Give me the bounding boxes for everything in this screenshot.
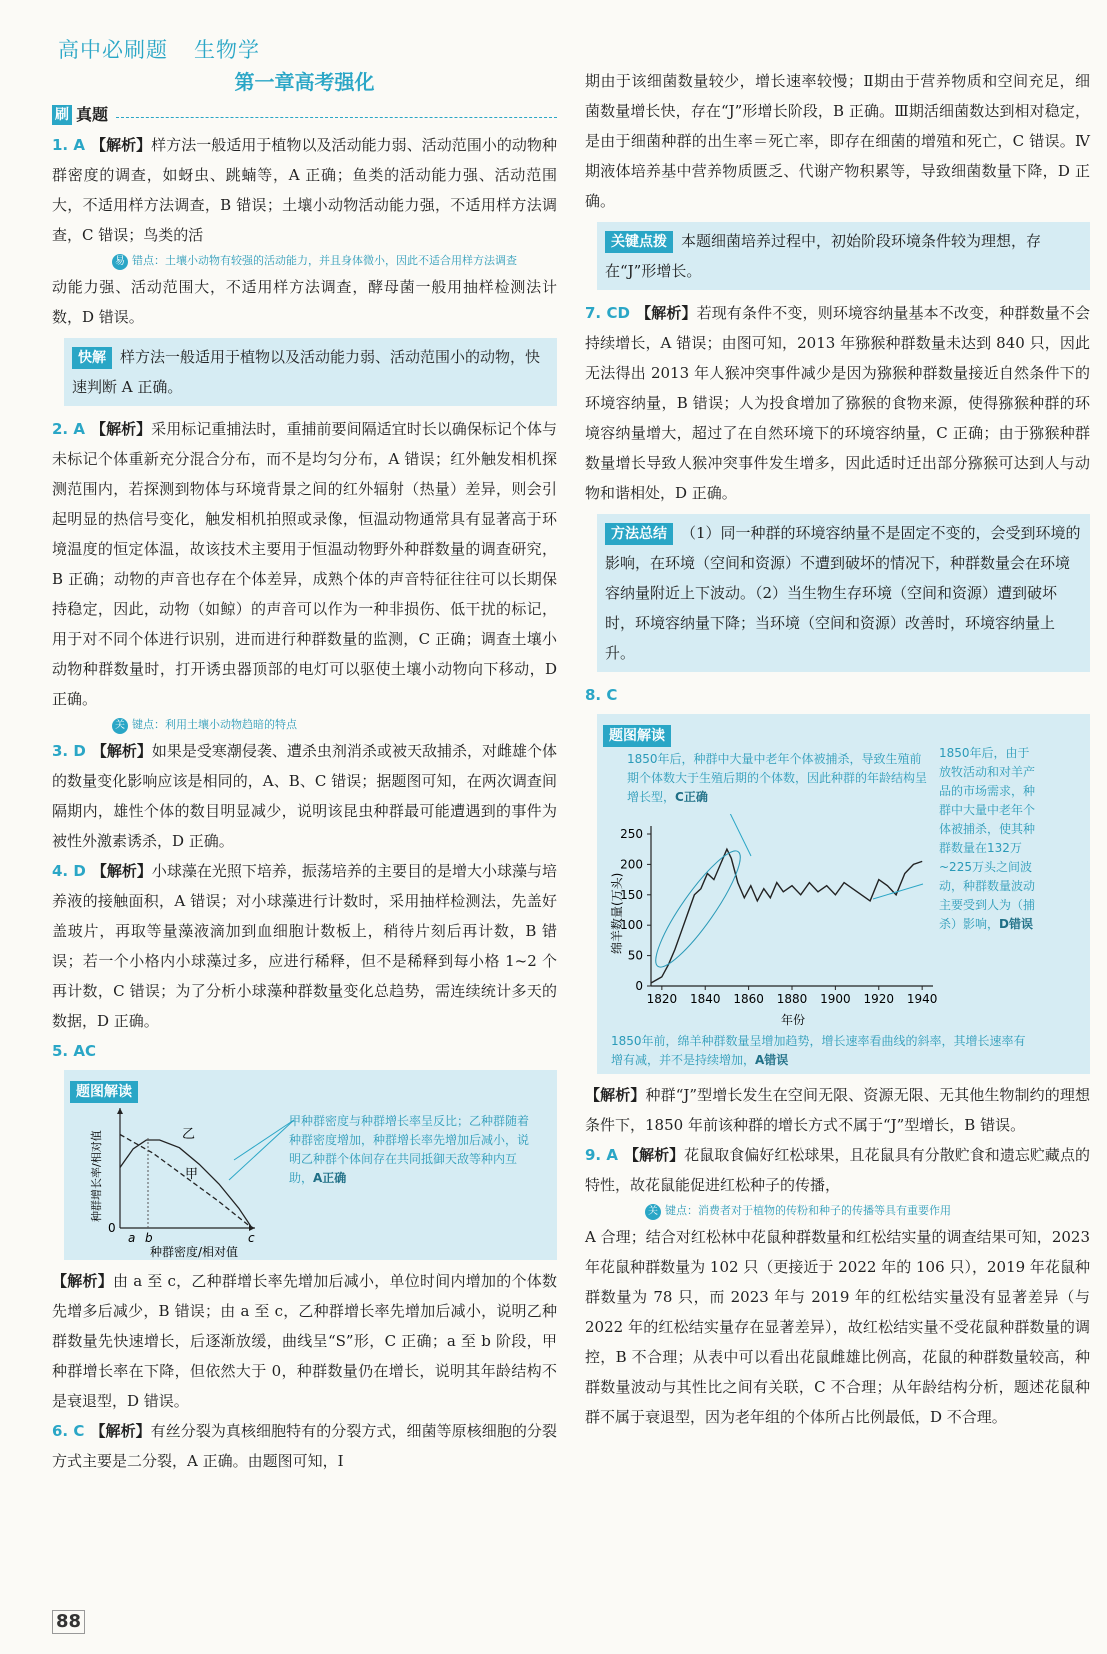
question-2 [52, 414, 557, 714]
note-badge-icon: 关 [112, 718, 128, 734]
question-6 [52, 1416, 557, 1476]
key-note [112, 716, 557, 734]
question-8 [585, 680, 1090, 710]
question-number: 2. A [52, 420, 85, 438]
annotation-text: 1850年后，由于放牧活动和对羊产品的市场需求，种群中大量中老年个体被捕杀，使其种群数量在132万~225万头之间波动，种群数量波动主要受到人为（捕杀）影响， [939, 746, 1036, 931]
analysis-tag: 【解析】 [624, 1146, 685, 1164]
series-jia-label: 甲 [185, 1167, 199, 1182]
figure-title: 题图解读 [603, 725, 671, 747]
page-number: 88 [52, 1610, 85, 1634]
analysis-tag: 【解析】 [91, 420, 152, 438]
key-tip-text: 本题细菌培养过程中，初始阶段环境条件较为理想，存在“J”形增长。 [605, 232, 1042, 280]
question-3 [52, 736, 557, 856]
question-6-cont: 期由于该细菌数量较少，增长速率较慢；Ⅱ期由于营养物质和空间充足，细菌数量增长快，存在“J”形增长阶段，B 正确。Ⅲ期活细菌数达到相对稳定，是由于细菌种群的出生率＝死亡率，即存在细菌的增殖和死亡，C 错误。Ⅳ期液体培养基中营养物质匮乏、代谢产物积累等，导致细菌数量下降，D 正确。 [585, 72, 1090, 210]
y-tick-label: 200 [620, 857, 643, 872]
tick-label: a [128, 1231, 136, 1245]
question-8-analysis [585, 1080, 1090, 1140]
question-1 [52, 130, 557, 250]
key-tip-tag: 关键点拨 [605, 231, 673, 253]
analysis-text: 小球藻在光照下培养，振荡培养的主要目的是增大小球藻与培养液的接触面积，A 错误；对小球藻进行计数时，采用抽样检测法，先盖好盖玻片，再取等量藻液滴加到血细胞计数板上，稍待片刻后再计数，B 错误；若一个小格内小球藻过多，应进行稀释，但不是稀释到每小格 1~2 个再计数，C 错误；为了分析小球藻种群数量变化总趋势，需连续统计多天的数据，D 正确。 [52, 862, 557, 1030]
y-axis-arrow-icon [117, 1108, 123, 1114]
section-divider [116, 117, 557, 118]
analysis-tag: 【解析】 [91, 742, 152, 760]
note-text: 键点：消费者对于植物的传粉和种子的传播等具有重要作用 [665, 1204, 951, 1217]
tick-label: c [248, 1231, 255, 1245]
x-axis-label: 年份 [781, 1013, 806, 1027]
y-tick-label: 100 [620, 918, 643, 933]
method-summary-tag: 方法总结 [605, 523, 673, 545]
section-title: 真题 [76, 105, 109, 124]
annotation-bold: A错误 [755, 1053, 789, 1067]
tick-label: 0 [108, 1221, 116, 1235]
error-note [112, 252, 557, 270]
note-text: 键点：利用土壤小动物趋暗的特点 [132, 718, 297, 731]
y-axis-label: 种群增长率/相对值 [90, 1130, 103, 1222]
section-tag: 刷 [52, 105, 72, 125]
analysis-tag: 【解析】 [52, 1272, 113, 1290]
analysis-tag: 【解析】 [585, 1086, 646, 1104]
analysis-text: 由 a 至 c，乙种群增长率先增加后减小，单位时间内增加的个体数先增多后减少，B 错误；由 a 至 c，乙种群增长率先增加后减小，说明乙种群数量先快速增长，后逐渐放缓，曲线呈“S”形，C 正确；a 至 b 阶段，甲种群增长率在下降，但依然大于 0，种群数量仍在增长，说明其年龄结构不是衰退型，D 错误。 [52, 1272, 557, 1410]
question-number: 9. A [585, 1146, 618, 1164]
question-1-cont: 动能力强、活动范围大，不适用样方法调查，酵母菌一般用抽样检测法计数，D 错误。 [52, 278, 557, 326]
question-number: 4. D [52, 862, 86, 880]
book-title: 高中必刷题 [58, 38, 168, 62]
section-header [52, 100, 557, 130]
annotation-text: 1850年后，种群中大量中老年个体被捕杀，导致生殖前期个体数大于生殖后期的个体数，因此种群的年龄结构呈增长型， [627, 752, 928, 804]
annotation-text: 甲种群密度与种群增长率呈反比；乙种群随着种群密度增加，种群增长率先增加后减小，说明乙种群个体间存在共同抵御天敌等种内互助， [289, 1114, 530, 1185]
pointer-line [873, 884, 923, 899]
y-axis-label: 绵羊数量(万头) [610, 872, 624, 954]
analysis-tag: 【解析】 [91, 862, 152, 880]
right-column [585, 66, 1090, 1432]
y-tick-label: 0 [635, 979, 643, 993]
x-tick-label: 1940 [906, 992, 938, 1006]
question-number: 8. C [585, 686, 618, 704]
subject-title: 生物学 [194, 38, 260, 62]
y-tick-label: 50 [627, 948, 643, 963]
figure-title: 题图解读 [70, 1081, 138, 1103]
question-5 [52, 1036, 557, 1066]
figure-annotation [289, 1112, 529, 1188]
question-9-cont: A 合理；结合对红松林中花鼠种群数量和红松结实量的调查结果可知，2023 年花鼠种群数量为 102 只（更接近于 2022 年的 106 只），2019 年花鼠种群数量为 78 只，而 2023 年与 2019 年的红松结实量没有显著差异（与 2022 年的红松结实量存在显著差异），故红松结实量不受花鼠种群数量的调控，B 不合理；从表中可以看出花鼠雌雄比例高，花鼠的种群数量较高，种群数量波动与其性比之间有关联，C 不合理；从年龄结构分析，题述花鼠种群不属于衰退型，因为老年组的个体所占比例最低，D 不合理。 [585, 1228, 1090, 1426]
x-tick-label: 1860 [733, 992, 764, 1006]
figure-box-q5 [64, 1070, 557, 1260]
x-tick-label: 1920 [863, 992, 895, 1006]
question-number: 6. C [52, 1422, 85, 1440]
highlight-ellipse [645, 842, 752, 975]
chapter-title: 第一章高考强化 [234, 70, 375, 94]
key-note [645, 1202, 1090, 1220]
note-badge-icon: 关 [645, 1204, 661, 1220]
note-text: 错点：土壤小动物有较强的活动能力，并且身体微小，因此不适合用样方法调查 [132, 254, 517, 267]
left-column [52, 68, 557, 1476]
y-tick-label: 150 [620, 887, 643, 902]
annotation-bottom [611, 1032, 1031, 1070]
question-7 [585, 298, 1090, 508]
x-tick-label: 1900 [820, 992, 851, 1006]
sheep-population-chart [603, 814, 943, 1029]
question-number: 5. AC [52, 1042, 96, 1060]
analysis-text: 样方法一般适用于植物以及活动能力弱、活动范围小的动物种群密度的调查，如蚜虫、跳蝻等，A 正确；鱼类的活动能力强、活动范围大，不适用样方法调查，B 错误；土壤小动物活动能力强，不适用样方法调查，C 错误；鸟类的活 [52, 136, 557, 244]
analysis-text: 若现有条件不变，则环境容纳量基本不改变，种群数量不会持续增长，A 错误；由图可知，2013 年猕猴种群数量未达到 840 只，因此无法得出 2013 年人猴冲突事件减少是因为猕猴种群数量接近自然条件下的环境容纳量，B 错误；人为投食增加了猕猴的食物来源，使得猕猴种群的环境容纳量增大，超过了在自然环境下的环境容纳量，C 正确；由于猕猴种群数量增长导致人猴冲突事件发生增多，因此适时迁出部分猕猴可达到人与动物和谐相处，D 正确。 [585, 304, 1090, 502]
analysis-text: 有丝分裂为真核细胞特有的分裂方式，细菌等原核细胞的分裂方式主要是二分裂，A 正确。由题图可知，Ⅰ [52, 1422, 557, 1470]
question-4 [52, 856, 557, 1036]
sheep-population-line [651, 849, 922, 983]
pointer-line [728, 814, 751, 856]
page-header [58, 34, 260, 64]
annotation-bold: C正确 [675, 790, 708, 804]
x-tick-label: 1840 [689, 992, 721, 1006]
analysis-tag: 【解析】 [90, 1422, 151, 1440]
annotation-bold: A正确 [313, 1171, 347, 1185]
analysis-text: 种群“J”型增长发生在空间无限、资源无限、无其他生物制约的理想条件下，1850 年前该种群的增长方式不属于“J”型增长，B 错误。 [585, 1086, 1090, 1134]
annotation-top [627, 750, 927, 807]
question-9 [585, 1140, 1090, 1200]
method-summary-box [597, 514, 1090, 672]
analysis-tag: 【解析】 [635, 304, 697, 322]
method-summary-text: （1）同一种群的环境容纳量不是固定不变的，会受到环境的影响，在环境（空间和资源）不遭到破坏的情况下，种群数量会在环境容纳量附近上下波动。（2）当生物生存环境（空间和资源）遭到破坏时，环境容纳量下降；当环境（空间和资源）改善时，环境容纳量上升。 [605, 524, 1081, 662]
quick-solution-text: 样方法一般适用于植物以及活动能力弱、活动范围小的动物，快速判断 A 正确。 [72, 348, 541, 396]
key-tip-box [597, 222, 1090, 290]
question-number: 1. A [52, 136, 85, 154]
series-yi-label: 乙 [182, 1127, 196, 1142]
annotation-text: 1850年前，绵羊种群数量呈增加趋势，增长速率看曲线的斜率，其增长速率有增有减，并不是持续增加， [611, 1034, 1026, 1067]
analysis-text: 如果是受寒潮侵袭、遭杀虫剂消杀或被天敌捕杀，对雌雄个体的数量变化影响应该是相同的，A、B、C 错误；据题图可知，在两次调查间隔期内，雄性个体的数目明显减少，说明该昆虫种群最可能遭遇到的事件为被性外激素诱杀，D 正确。 [52, 742, 557, 850]
figure-box-q8 [597, 714, 1090, 1074]
quick-solution-box [64, 338, 557, 406]
question-number: 7. CD [585, 304, 630, 322]
question-5-analysis [52, 1266, 557, 1416]
y-tick-label: 250 [620, 827, 643, 841]
x-axis-label: 种群密度/相对值 [150, 1245, 239, 1258]
analysis-text: 花鼠取食偏好红松球果，且花鼠具有分散贮食和遗忘贮藏点的特性，故花鼠能促进红松种子的传播， [585, 1146, 1090, 1194]
question-number: 3. D [52, 742, 86, 760]
quick-solution-tag: 快解 [72, 347, 112, 369]
note-badge-icon: 易 [112, 254, 128, 270]
tick-label: b [145, 1231, 153, 1245]
analysis-text: 采用标记重捕法时，重捕前要间隔适宜时长以确保标记个体与未标记个体重新充分混合分布，而不是均匀分布，A 错误；红外触发相机探测范围内，若探测到物体与环境背景之间的红外辐射（热量）差异，则会引起明显的热信号变化，触发相机拍照或录像，恒温动物通常具有显著高于环境温度的恒定体温，故该技术主要用于恒温动物野外种群数量的调查研究，B 正确；动物的声音也存在个体差异，成熟个体的声音特征往往可以长期保持稳定，因此，动物（如鲸）的声音可以作为一种非损伤、低干扰的标记，用于对不同个体进行识别，进而进行种群数量的监测，C 正确；调查土壤小动物种群数量时，打开诱虫器顶部的电灯可以驱使土壤小动物向下移动，D 正确。 [52, 420, 557, 708]
x-tick-label: 1820 [646, 992, 678, 1006]
annotation-bold: D错误 [999, 917, 1033, 931]
analysis-tag: 【解析】 [91, 136, 152, 154]
x-tick-label: 1880 [776, 992, 808, 1006]
annotation-right [939, 744, 1039, 934]
chart-axes [620, 826, 937, 1006]
